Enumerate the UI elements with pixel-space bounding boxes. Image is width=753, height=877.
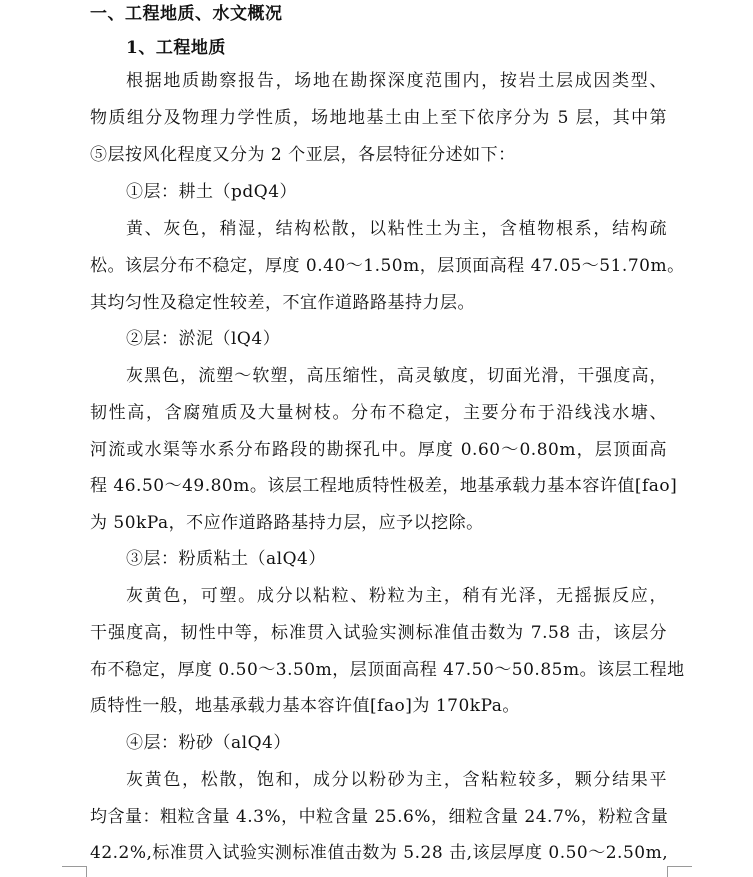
paragraph-line: 干强度高，韧性中等，标准贯入试验实测标准值击数为 7.58 击，该层分 [90,623,667,643]
paragraph-line: 均含量：粗粒含量 4.3%，中粒含量 25.6%，细粒含量 24.7%，粉粒含量 [90,807,669,827]
paragraph-line: 其均匀性及稳定性较差，不宜作道路路基持力层。 [90,293,475,313]
layer-heading: ②层：淤泥（lQ4） [126,329,281,349]
paragraph-line: 松。该层分布不稳定，厚度 0.40～1.50m，层顶面高程 47.05～51.70m。 [90,256,685,276]
paragraph-line: 为 50kPa，不应作道路路基持力层，应予以挖除。 [90,513,484,533]
paragraph-line: 布不稳定，厚度 0.50～3.50m，层顶面高程 47.50～50.85m。该层工程地 [90,660,685,680]
margin-corner-mark-right [667,866,692,877]
paragraph-line: 韧性高，含腐殖质及大量树枝。分布不稳定，主要分布于沿线浅水塘、 [90,403,667,423]
layer-heading: ①层：耕土（pdQ4） [126,182,298,202]
section-heading: 一、工程地质、水文概况 [90,4,283,24]
paragraph-line: ⑤层按风化程度又分为 2 个亚层，各层特征分述如下： [90,145,516,165]
paragraph-line: 灰黄色，可塑。成分以粘粒、粉粒为主，稍有光泽，无摇振反应， [126,586,667,606]
subsection-heading: 1、工程地质 [126,38,226,58]
layer-heading: ③层：粉质粘土（alQ4） [126,549,326,569]
paragraph-line: 物质组分及物理力学性质，场地地基土由上至下依序分为 5 层，其中第 [90,108,667,128]
paragraph-line: 灰黑色，流塑～软塑，高压缩性，高灵敏度，切面光滑，干强度高， [126,366,667,386]
paragraph-line: 黄、灰色，稍湿，结构松散，以粘性土为主，含植物根系，结构疏 [126,219,667,239]
paragraph-line: 灰黄色，松散，饱和，成分以粉砂为主，含粘粒较多，颗分结果平 [126,770,667,790]
margin-corner-mark-left [62,866,87,877]
paragraph-line: 根据地质勘察报告，场地在勘探深度范围内，按岩土层成因类型、 [126,71,667,91]
paragraph-line: 河流或水渠等水系分布路段的勘探孔中。厚度 0.60～0.80m，层顶面高 [90,440,667,460]
paragraph-line: 程 46.50～49.80m。该层工程地质特性极差，地基承载力基本容许值[fao] [90,476,678,496]
paragraph-line: 42.2%,标准贯入试验实测标准值击数为 5.28 击,该层厚度 0.50～2.50m, [90,843,669,863]
paragraph-line: 质特性一般，地基承载力基本容许值[fao]为 170kPa。 [90,696,520,716]
layer-heading: ④层：粉砂（alQ4） [126,733,291,753]
